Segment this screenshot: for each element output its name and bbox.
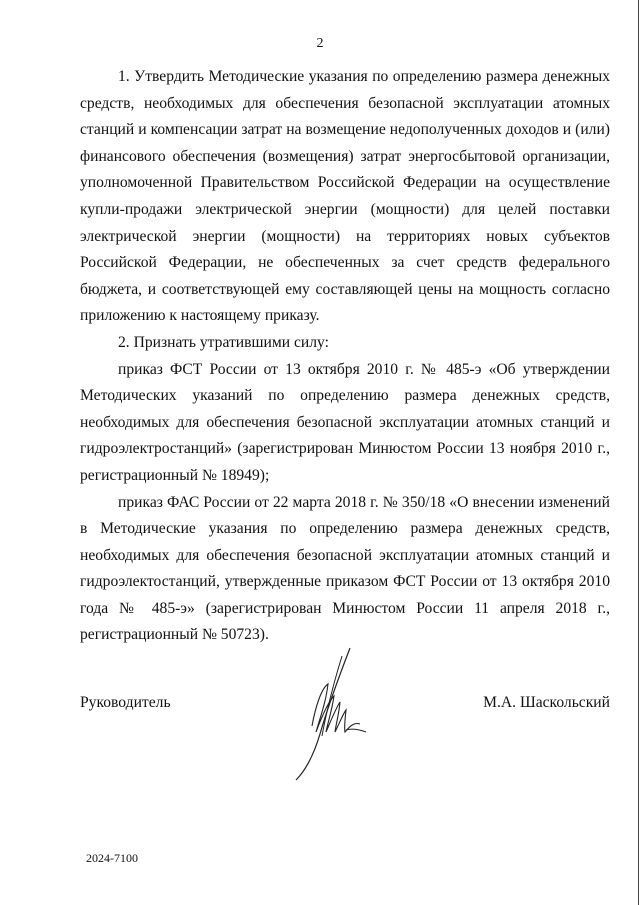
document-body <box>80 64 610 649</box>
page-edge <box>638 0 639 905</box>
paragraph-revoked-order-fas: приказ ФАС России от 22 марта 2018 г. № 350/18 «О внесении изменений в Методические указания по определению размера денежных средств, необходимых для обеспечения безопасной эксплуатации атомных станций и гидроэлектостанций, утвержденные приказом ФСТ России от 13 октября 2010 года № 485-э» (зарегистрирован Минюстом России 11 апреля 2018 г., регистрационный № 50723). <box>80 493 610 644</box>
signer-role: Руководитель <box>80 694 171 711</box>
paragraph-revoke-heading: 2. Признать утратившими силу: <box>118 333 329 351</box>
document-code: 2024-7100 <box>86 851 138 865</box>
handwritten-signature <box>282 644 372 784</box>
paragraph-approve: 1. Утвердить Методические указания по определению размера денежных средств, необходимых для обеспечения безопасной эксплуатации атомных станций и компенсации затрат на возмещение недополученных доходов и (или) финансового обеспечения (возмещения) затрат энергосбытовой организации, уполномоченной Правительством Российской Федерации на осуществление купли-продажи электрической энергии (мощности) для целей поставки электрической энергии (мощности) на территориях новых субъектов Российской Федерации, не обеспеченных за счет средств федерального бюджета, и соответствующей ему составляющей цены на мощность согласно приложению к настоящему приказу. <box>80 68 610 325</box>
signer-name: М.А. Шаскольский <box>483 694 610 711</box>
page-number: 2 <box>316 36 324 51</box>
paragraph-revoked-order-fst: приказ ФСТ России от 13 октября 2010 г. № 485-э «Об утверждении Методических указаний по определению размера денежных средств, необходимых для обеспечения безопасной эксплуатации атомных станций и гидроэлектростанций» (зарегистрирован Минюстом России 13 ноября 2010 г., регистрационный № 18949); <box>80 360 610 484</box>
